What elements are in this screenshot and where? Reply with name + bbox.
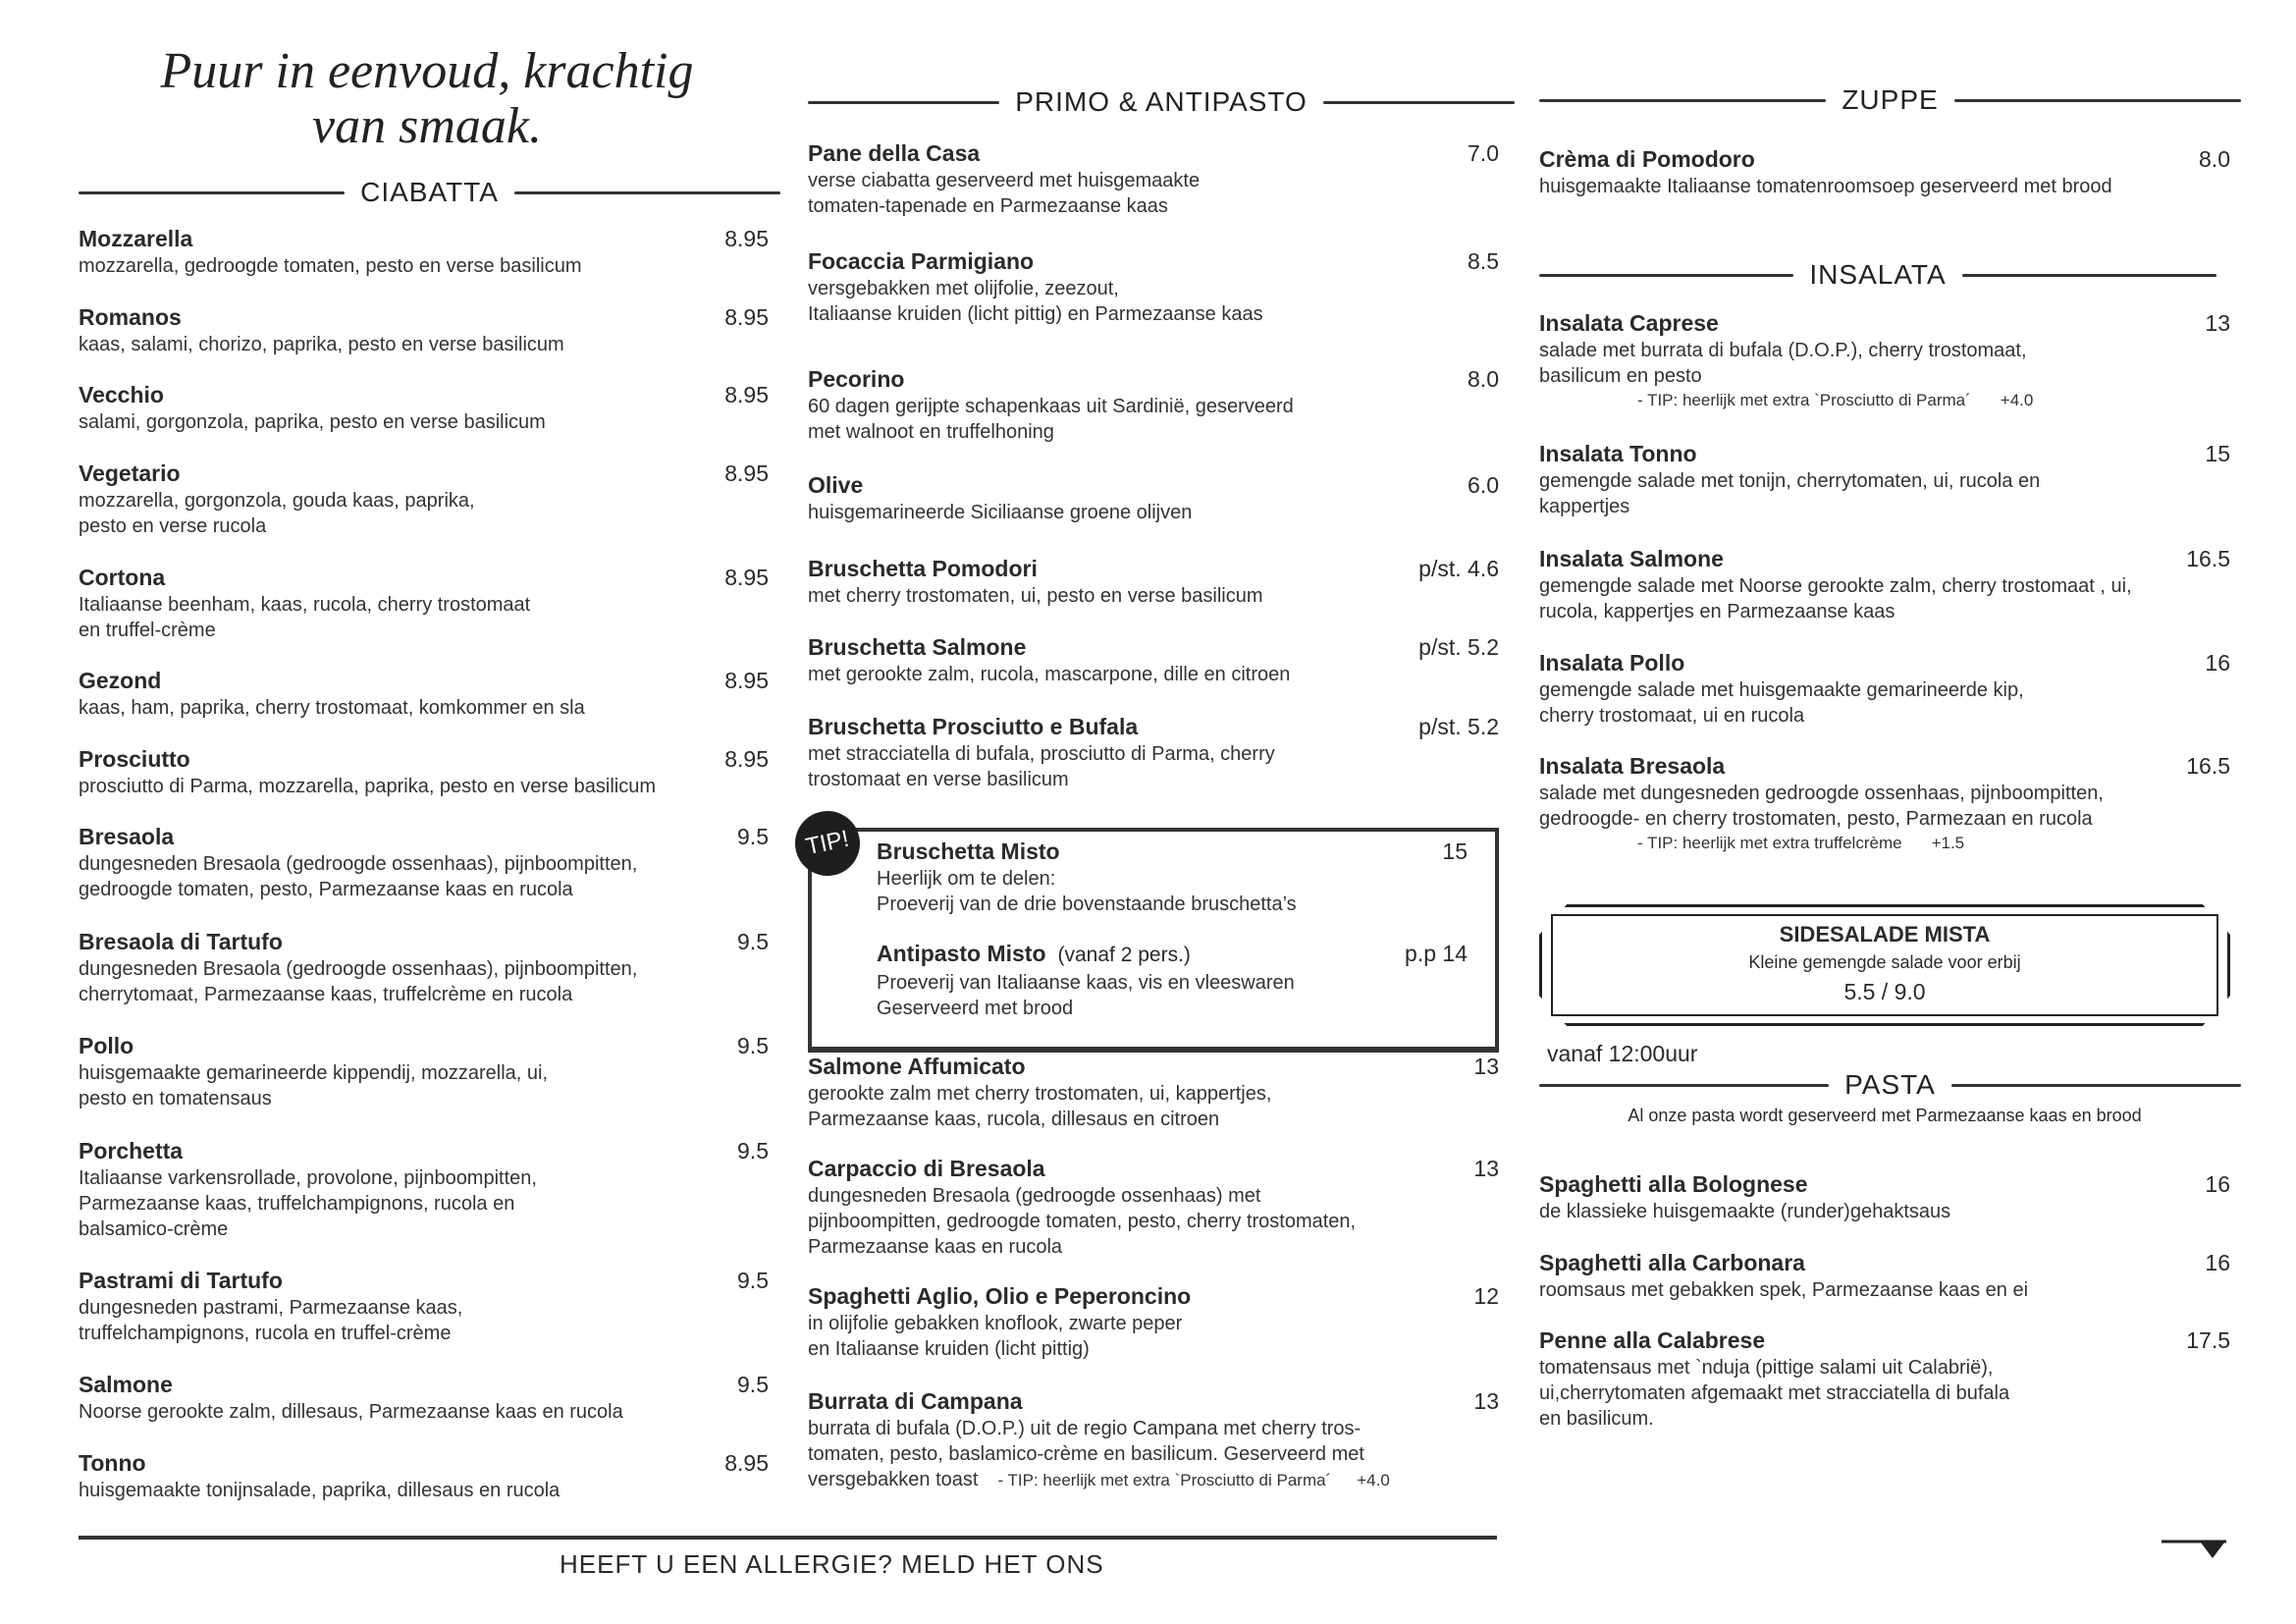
item-name (79, 1370, 769, 1399)
item-name-text: Tonno (79, 1450, 146, 1476)
item-description (808, 168, 1499, 193)
item-name (1539, 1169, 2230, 1199)
menu-item (808, 138, 1499, 219)
item-description (808, 1081, 1499, 1107)
item-name-text: Vegetario (79, 460, 181, 486)
menu-item (808, 1386, 1499, 1493)
item-description (808, 1467, 1499, 1493)
item-name-text: Insalata Caprese (1539, 310, 1719, 336)
item-name-text: Spaghetti Aglio, Olio e Peperoncino (808, 1283, 1192, 1309)
item-name-text: Vecchio (79, 382, 164, 407)
item-description (79, 956, 769, 982)
menu-item (1539, 1326, 2230, 1432)
item-name (808, 554, 1499, 583)
item-name (79, 666, 769, 695)
item-price: 17.5 (2186, 1327, 2230, 1353)
item-description-text: truffelchampignons, rucola en truffel-crème (79, 1323, 452, 1344)
item-tip (1539, 389, 2230, 412)
item-price: 15 (1442, 839, 1468, 864)
menu-item (808, 246, 1499, 327)
item-description-text: roomsaus met gebakken spek, Parmezaanse kaas en ei (1539, 1279, 2029, 1301)
item-description-text: salade met burrata di bufala (D.O.P.), cherry trostomaat, (1539, 340, 2027, 361)
item-name-text: Spaghetti alla Bolognese (1539, 1171, 1808, 1197)
item-name-text: Insalata Pollo (1539, 650, 1685, 676)
item-description (1539, 599, 2230, 624)
item-description (808, 1336, 1499, 1362)
item-description (1539, 1406, 2230, 1432)
item-name-text: Insalata Salmone (1539, 546, 1724, 571)
item-description-text: Geserveerd met brood (877, 998, 1074, 1019)
item-description (79, 1478, 769, 1503)
item-description-text: trostomaat en verse basilicum (808, 769, 1069, 790)
item-description-text: Parmezaanse kaas, rucola, dillesaus en citroen (808, 1109, 1220, 1130)
item-name (877, 837, 1468, 866)
item-description (79, 1086, 769, 1111)
item-name-text: Salmone (79, 1372, 173, 1397)
item-name (1539, 751, 2230, 781)
menu-item (79, 224, 769, 279)
item-description (808, 193, 1499, 219)
item-price: p/st. 5.2 (1418, 714, 1499, 739)
item-name (79, 380, 769, 409)
item-description (79, 514, 769, 539)
item-description (1539, 781, 2230, 806)
item-description (79, 332, 769, 357)
menu-item (808, 1281, 1499, 1362)
item-description-text: Noorse gerookte zalm, dillesaus, Parmezaanse kaas en rucola (79, 1401, 623, 1423)
item-description-text: tomatensaus met `nduja (pittige salami uit Calabrië), (1539, 1357, 1994, 1379)
item-description-text: cherrytomaat, Parmezaanse kaas, truffelcrème en rucola (79, 984, 573, 1005)
item-name (1539, 439, 2230, 468)
item-name-text: Porchetta (79, 1138, 184, 1164)
item-price: 12 (1473, 1283, 1499, 1309)
menu-item (79, 459, 769, 539)
item-name-text: Bruschetta Misto (877, 839, 1060, 864)
item-description-text: kappertjes (1539, 496, 1630, 517)
pasta-time: vanaf 12:00uur (1547, 1041, 1698, 1066)
item-description (808, 1183, 1499, 1209)
menu-item (79, 666, 769, 721)
item-description (79, 1295, 769, 1321)
item-description-text: basilicum en pesto (1539, 365, 1702, 387)
item-note: (vanaf 2 pers.) (1057, 944, 1191, 966)
item-price: 8.0 (1468, 366, 1499, 392)
item-description (79, 877, 769, 902)
item-description-text: gerookte zalm met cherry trostomaten, ui, kappertjes, (808, 1083, 1272, 1105)
section-header-insalata: INSALATA (1539, 259, 2216, 291)
item-description (79, 1060, 769, 1086)
section-header-ciabatta: CIABATTA (79, 177, 780, 208)
item-description-text: Italiaanse kruiden (licht pittig) en Parmezaanse kaas (808, 303, 1263, 325)
menu-item (1539, 439, 2230, 519)
item-description (1539, 1355, 2230, 1380)
item-description-text: de klassieke huisgemaakte (runder)gehaktsaus (1539, 1201, 1951, 1222)
item-description (1539, 174, 2230, 199)
item-name-text: Focaccia Parmigiano (808, 248, 1035, 274)
item-name (1539, 648, 2230, 677)
slogan (79, 44, 775, 154)
item-description (1539, 1380, 2230, 1406)
menu-item (1539, 308, 2230, 412)
item-description-text: cherry trostomaat, ui en rucola (1539, 705, 1805, 727)
item-price: 8.0 (2199, 146, 2230, 172)
item-name (79, 1448, 769, 1478)
item-name-text: Bruschetta Salmone (808, 634, 1027, 660)
item-description-text: in olijfolie gebakken knoflook, zwarte peper (808, 1313, 1183, 1334)
section-header-pasta: PASTA (1539, 1069, 2241, 1101)
item-description (79, 851, 769, 877)
item-tip-price: +4.0 (2000, 391, 2034, 409)
item-name-text: Pane della Casa (808, 140, 981, 166)
item-tip-text: - TIP: heerlijk met extra `Prosciutto di Parma´ (997, 1471, 1332, 1489)
item-name-text: Pastrami di Tartufo (79, 1268, 283, 1293)
item-description-text: huisgemaakte Italiaanse tomatenroomsoep geserveerd met brood (1539, 176, 2112, 197)
item-description (79, 618, 769, 643)
item-description (79, 409, 769, 435)
item-price: 8.95 (724, 460, 769, 486)
item-description-text: pesto en verse rucola (79, 515, 267, 537)
item-name (79, 744, 769, 774)
item-description-text: dungesneden Bresaola (gedroogde ossenhaas), pijnboompitten, (79, 853, 638, 875)
item-name-text: Insalata Tonno (1539, 441, 1697, 466)
item-description-text: burrata di bufala (D.O.P.) uit de regio Campana met cherry tros- (808, 1418, 1362, 1439)
item-description (79, 1165, 769, 1191)
menu-item (79, 1266, 769, 1346)
item-price: 9.5 (737, 929, 769, 954)
item-price: 8.95 (724, 565, 769, 590)
item-description (1539, 1277, 2230, 1303)
item-name (808, 364, 1499, 394)
menu-item (877, 837, 1468, 917)
item-name-text: Penne alla Calabrese (1539, 1327, 1766, 1353)
item-description (808, 583, 1499, 609)
item-name (1539, 144, 2230, 174)
item-tip-price: +1.5 (1931, 834, 1965, 852)
item-description (808, 1416, 1499, 1441)
item-description (808, 394, 1499, 419)
menu-item (79, 563, 769, 643)
slogan-line-1: Puur in eenvoud, krachtig (160, 43, 694, 99)
item-price: 9.5 (737, 1372, 769, 1397)
item-description (1539, 468, 2230, 494)
item-price: 16 (2205, 1250, 2230, 1275)
item-price: 8.5 (1468, 248, 1499, 274)
item-name-text: Carpaccio di Bresaola (808, 1156, 1045, 1181)
item-description-text: gedroogde tomaten, pesto, Parmezaanse kaas en rucola (79, 879, 573, 900)
item-description (877, 866, 1468, 892)
item-name (79, 459, 769, 488)
menu-item (1539, 1248, 2230, 1303)
item-description-text: verse ciabatta geserveerd met huisgemaakte (808, 170, 1201, 191)
item-price: 13 (2205, 310, 2230, 336)
item-name (808, 138, 1499, 168)
item-name (79, 927, 769, 956)
menu-item (79, 1136, 769, 1242)
menu-item (1539, 144, 2230, 199)
item-description (79, 1399, 769, 1425)
item-description-text: mozzarella, gorgonzola, gouda kaas, paprika, (79, 490, 475, 512)
item-description-text: Parmezaanse kaas en rucola (808, 1236, 1063, 1258)
item-description (79, 774, 769, 799)
item-name-text: Bruschetta Pomodori (808, 556, 1038, 581)
item-price: 9.5 (737, 824, 769, 849)
item-description-text: Heerlijk om te delen: (877, 868, 1056, 890)
item-description-text: tomaten-tapenade en Parmezaanse kaas (808, 195, 1168, 217)
item-name (79, 224, 769, 253)
item-description-text: gedroogde- en cherry trostomaten, pesto, Parmezaan en rucola (1539, 808, 2093, 830)
item-description-text: dungesneden Bresaola (gedroogde ossenhaas) met (808, 1185, 1261, 1207)
item-name-text: Pecorino (808, 366, 905, 392)
item-description (79, 1217, 769, 1242)
item-description (877, 892, 1468, 917)
item-name (808, 1281, 1499, 1311)
item-description-text: versgebakken toast (808, 1469, 979, 1490)
item-description (1539, 363, 2230, 389)
item-name-text: Pollo (79, 1033, 134, 1058)
item-name-text: Burrata di Campana (808, 1388, 1023, 1414)
menu-item (1539, 1169, 2230, 1224)
item-name-text: Antipasto Misto (877, 941, 1046, 966)
item-description (808, 1234, 1499, 1260)
allergy-notice: HEEFT U EEN ALLERGIE? MELD HET ONS (560, 1549, 1104, 1579)
menu-item (79, 1031, 769, 1111)
item-price: 16.5 (2186, 753, 2230, 779)
item-price: 16 (2205, 650, 2230, 676)
item-description (1539, 573, 2230, 599)
item-name (808, 712, 1499, 741)
item-description-text: gemengde salade met Noorse gerookte zalm, cherry trostomaat , ui, (1539, 575, 2132, 597)
item-name-text: Bresaola di Tartufo (79, 929, 283, 954)
item-name (1539, 544, 2230, 573)
menu-item (808, 470, 1499, 525)
item-price: 13 (1473, 1054, 1499, 1079)
item-description (79, 1191, 769, 1217)
item-description-text: met stracciatella di bufala, prosciutto di Parma, cherry (808, 743, 1275, 765)
item-price: 13 (1473, 1156, 1499, 1181)
menu-item (1539, 648, 2230, 729)
item-description (79, 488, 769, 514)
item-description-text: versgebakken met olijfolie, zeezout, (808, 278, 1119, 299)
item-description-text: en basilicum. (1539, 1408, 1654, 1430)
item-description (1539, 494, 2230, 519)
item-description-text: mozzarella, gedroogde tomaten, pesto en verse basilicum (79, 255, 582, 277)
item-price: 8.95 (724, 304, 769, 330)
item-description-text: salami, gorgonzola, paprika, pesto en verse basilicum (79, 411, 546, 433)
item-tip-text: - TIP: heerlijk met extra truffelcrème (1637, 834, 1902, 852)
item-name-text: Mozzarella (79, 226, 193, 251)
menu-item (808, 554, 1499, 609)
item-name (1539, 1326, 2230, 1355)
item-name-text: Spaghetti alla Carbonara (1539, 1250, 1805, 1275)
item-price: 9.5 (737, 1033, 769, 1058)
item-description (1539, 338, 2230, 363)
item-description-text: huisgemarineerde Siciliaanse groene olijven (808, 502, 1193, 523)
menu-item (79, 744, 769, 799)
item-description-text: salade met dungesneden gedroogde ossenhaas, pijnboompitten, (1539, 783, 2104, 804)
tip-badge: TIP! (789, 805, 866, 882)
sidesalade-subtitle: Kleine gemengde salade voor erbij (1748, 952, 2021, 972)
item-price: p/st. 4.6 (1418, 556, 1499, 581)
menu-item (79, 302, 769, 357)
item-name (877, 939, 1468, 970)
item-description (808, 767, 1499, 792)
item-name-text: Cortona (79, 565, 166, 590)
item-name (1539, 1248, 2230, 1277)
item-description-text: pijnboompitten, gedroogde tomaten, pesto, cherry trostomaten, (808, 1211, 1357, 1232)
sidesalade-price: 5.5 / 9.0 (1843, 979, 1926, 1004)
item-description (79, 253, 769, 279)
item-name-text: Prosciutto (79, 746, 190, 772)
item-description (808, 1107, 1499, 1132)
menu-item (79, 822, 769, 902)
item-name-text: Insalata Bresaola (1539, 753, 1726, 779)
menu-item (79, 380, 769, 435)
item-description (808, 1209, 1499, 1234)
item-description (808, 500, 1499, 525)
item-description (79, 982, 769, 1007)
item-description-text: met cherry trostomaten, ui, pesto en verse basilicum (808, 585, 1263, 607)
menu-item (808, 1154, 1499, 1260)
item-price: 15 (2205, 441, 2230, 466)
item-name (79, 1031, 769, 1060)
item-name-text: Bresaola (79, 824, 175, 849)
menu-item (808, 364, 1499, 445)
item-name (808, 1386, 1499, 1416)
item-price: 8.95 (724, 668, 769, 693)
item-price: 8.95 (724, 746, 769, 772)
item-tip-price: +4.0 (1357, 1471, 1390, 1489)
item-description (808, 741, 1499, 767)
item-price: 8.95 (724, 226, 769, 251)
item-name (79, 1136, 769, 1165)
item-description-text: rucola, kappertjes en Parmezaanse kaas (1539, 601, 1896, 623)
item-description-text: Proeverij van Italiaanse kaas, vis en vleeswaren (877, 972, 1295, 994)
item-tip (997, 1471, 1389, 1489)
menu-item (1539, 751, 2230, 855)
item-tip-text: - TIP: heerlijk met extra `Prosciutto di Parma´ (1637, 391, 1971, 409)
item-description-text: Italiaanse varkensrollade, provolone, pijnboompitten, (79, 1167, 537, 1189)
item-description (808, 276, 1499, 301)
item-name-text: Olive (808, 472, 864, 498)
item-name (808, 470, 1499, 500)
item-description-text: tomaten, pesto, baslamico-crème en basilicum. Geserveerd met (808, 1443, 1364, 1465)
item-description-text: en truffel-crème (79, 620, 216, 641)
item-price: p/st. 5.2 (1418, 634, 1499, 660)
menu-item (808, 1052, 1499, 1132)
item-name-text: Gezond (79, 668, 162, 693)
item-name (808, 246, 1499, 276)
item-name (79, 822, 769, 851)
arrow-down-icon (2162, 1539, 2226, 1560)
item-description (808, 662, 1499, 687)
item-description-text: Parmezaanse kaas, truffelchampignons, rucola en (79, 1193, 515, 1215)
item-name (79, 302, 769, 332)
item-description-text: kaas, salami, chorizo, paprika, pesto en verse basilicum (79, 334, 564, 355)
item-name-text: Crèma di Pomodoro (1539, 146, 1755, 172)
item-name (808, 1154, 1499, 1183)
item-description-text: en Italiaanse kruiden (licht pittig) (808, 1338, 1090, 1360)
item-price: 7.0 (1468, 140, 1499, 166)
item-description-text: gemengde salade met tonijn, cherrytomaten, ui, rucola en (1539, 470, 2041, 492)
item-price: 16 (2205, 1171, 2230, 1197)
item-description (79, 592, 769, 618)
item-description-text: ui,cherrytomaten afgemaakt met stracciatella di bufala (1539, 1382, 2010, 1404)
item-name-text: Romanos (79, 304, 182, 330)
menu-item (79, 1448, 769, 1503)
item-description (79, 1321, 769, 1346)
item-description (1539, 703, 2230, 729)
item-description (877, 996, 1468, 1021)
item-price: 8.95 (724, 1450, 769, 1476)
item-description-text: kaas, ham, paprika, cherry trostomaat, komkommer en sla (79, 697, 585, 719)
item-price: 9.5 (737, 1138, 769, 1164)
slogan-line-2: van smaak. (312, 98, 542, 154)
item-description (79, 695, 769, 721)
item-description (808, 1441, 1499, 1467)
item-description-text: Italiaanse beenham, kaas, rucola, cherry trostomaat (79, 594, 531, 616)
section-header-zuppe: ZUPPE (1539, 84, 2241, 116)
item-description-text: huisgemaakte gemarineerde kippendij, mozzarella, ui, (79, 1062, 549, 1084)
sidesalade-box (1551, 914, 2218, 1016)
item-price: 8.95 (724, 382, 769, 407)
item-name (1539, 308, 2230, 338)
item-description-text: dungesneden Bresaola (gedroogde ossenhaas), pijnboompitten, (79, 958, 638, 980)
item-description-text: 60 dagen gerijpte schapenkaas uit Sardinië, geserveerd (808, 396, 1294, 417)
item-description-text: met gerookte zalm, rucola, mascarpone, dille en citroen (808, 664, 1291, 685)
item-price: 9.5 (737, 1268, 769, 1293)
menu-item (808, 712, 1499, 792)
item-description (808, 301, 1499, 327)
item-description (808, 419, 1499, 445)
item-name-text: Salmone Affumicato (808, 1054, 1026, 1079)
item-description (877, 970, 1468, 996)
item-name (79, 563, 769, 592)
item-description (1539, 806, 2230, 832)
item-description (1539, 1199, 2230, 1224)
item-description-text: prosciutto di Parma, mozzarella, paprika, pesto en verse basilicum (79, 776, 657, 797)
item-description-text: pesto en tomatensaus (79, 1088, 272, 1110)
item-description (808, 1311, 1499, 1336)
item-description (1539, 677, 2230, 703)
item-name (808, 632, 1499, 662)
item-price: 16.5 (2186, 546, 2230, 571)
item-description-text: met walnoot en truffelhoning (808, 421, 1054, 443)
item-price: 6.0 (1468, 472, 1499, 498)
item-price: p.p 14 (1405, 941, 1468, 966)
item-description-text: huisgemaakte tonijnsalade, paprika, dillesaus en rucola (79, 1480, 561, 1501)
sidesalade-title: SIDESALADE MISTA (1779, 922, 1991, 947)
section-header-primo: PRIMO & ANTIPASTO (808, 86, 1515, 118)
item-price: 13 (1473, 1388, 1499, 1414)
item-tip (1539, 832, 2230, 855)
item-description-text: Proeverij van de drie bovenstaande bruschetta’s (877, 893, 1297, 915)
footer-divider (79, 1536, 1497, 1540)
menu-item (79, 1370, 769, 1425)
item-name (79, 1266, 769, 1295)
item-name (808, 1052, 1499, 1081)
menu-item (808, 632, 1499, 687)
menu-item (79, 927, 769, 1007)
item-name-text: Bruschetta Prosciutto e Bufala (808, 714, 1139, 739)
item-description-text: gemengde salade met huisgemaakte gemarineerde kip, (1539, 679, 2024, 701)
pasta-subtitle: Al onze pasta wordt geserveerd met Parmezaanse kaas en brood (1628, 1106, 2142, 1125)
menu-item (877, 939, 1468, 1021)
item-description-text: balsamico-crème (79, 1218, 229, 1240)
menu-item (1539, 544, 2230, 624)
item-description-text: dungesneden pastrami, Parmezaanse kaas, (79, 1297, 463, 1319)
